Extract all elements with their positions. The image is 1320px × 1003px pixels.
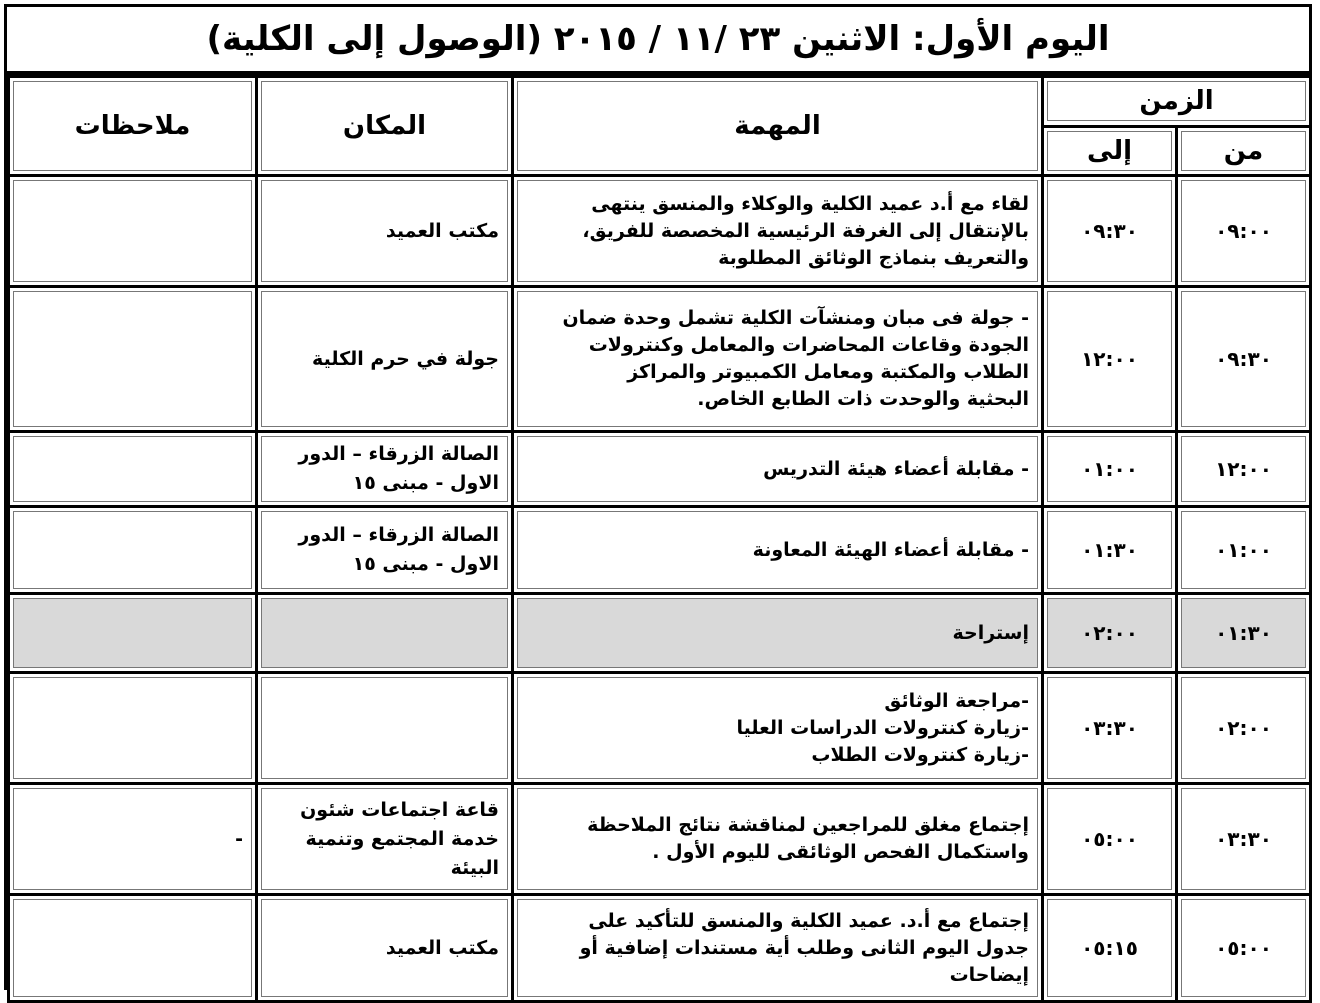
table-row	[9, 784, 1311, 895]
from-header: من	[1177, 126, 1311, 176]
task-cell: - جولة فى مبان ومنشآت الكلية تشمل وحدة ضمان الجودة وقاعات المحاضرات والمعامل وكنترولات الطلاب والمكتبة ومعامل الكمبيوتر والمراكز البحثية والوحدت ذات الطابع الخاص.	[513, 287, 1043, 432]
place-cell: الصالة الزرقاء – الدور الاول - مبنى ١٥	[257, 432, 513, 507]
task-cell: -مراجعة الوثائق -زيارة كنترولات الدراسات العليا -زيارة كنترولات الطلاب	[513, 673, 1043, 784]
notes-cell	[9, 287, 257, 432]
place-cell	[257, 673, 513, 784]
from-time-cell: ٠١:٣٠	[1177, 594, 1311, 673]
table-row	[9, 432, 1311, 507]
schedule-body	[9, 176, 1311, 1002]
table-row	[9, 507, 1311, 594]
notes-cell	[9, 673, 257, 784]
notes-cell	[9, 432, 257, 507]
from-time-cell: ١٢:٠٠	[1177, 432, 1311, 507]
place-cell: الصالة الزرقاء – الدور الاول - مبنى ١٥	[257, 507, 513, 594]
notes-header: ملاحظات	[9, 77, 257, 176]
from-time-cell: ٠٩:٣٠	[1177, 287, 1311, 432]
table-row	[9, 673, 1311, 784]
notes-cell	[9, 594, 257, 673]
place-cell: جولة في حرم الكلية	[257, 287, 513, 432]
to-time-cell: ٠٥:٠٠	[1043, 784, 1177, 895]
notes-cell: -	[9, 784, 257, 895]
notes-cell	[9, 176, 257, 287]
table-row	[9, 594, 1311, 673]
to-time-cell: ٠١:٣٠	[1043, 507, 1177, 594]
to-time-cell: ٠٥:١٥	[1043, 895, 1177, 1002]
time-header: الزمن	[1043, 77, 1311, 127]
place-cell: مكتب العميد	[257, 176, 513, 287]
to-time-cell: ٠٣:٣٠	[1043, 673, 1177, 784]
to-header: إلى	[1043, 126, 1177, 176]
schedule-sheet	[4, 4, 1312, 990]
task-header: المهمة	[513, 77, 1043, 176]
table-row	[9, 895, 1311, 1002]
to-time-cell: ٠٢:٠٠	[1043, 594, 1177, 673]
notes-cell	[9, 507, 257, 594]
from-time-cell: ٠٢:٠٠	[1177, 673, 1311, 784]
task-cell: - مقابلة أعضاء هيئة التدريس	[513, 432, 1043, 507]
task-cell: - مقابلة أعضاء الهيئة المعاونة	[513, 507, 1043, 594]
task-cell: إجتماع مع أ.د. عميد الكلية والمنسق للتأكيد على جدول اليوم الثانى وطلب أية مستندات إضافية أو إيضاحات	[513, 895, 1043, 1002]
task-cell: إستراحة	[513, 594, 1043, 673]
place-cell: قاعة اجتماعات شئون خدمة المجتمع وتنمية البيئة	[257, 784, 513, 895]
place-cell: مكتب العميد	[257, 895, 513, 1002]
table-row	[9, 287, 1311, 432]
from-time-cell: ٠٣:٣٠	[1177, 784, 1311, 895]
from-time-cell: ٠٩:٠٠	[1177, 176, 1311, 287]
task-cell: لقاء مع أ.د عميد الكلية والوكلاء والمنسق ينتهى بالإنتقال إلى الغرفة الرئيسية المخصصة للفريق، والتعريف بنماذج الوثائق المطلوبة	[513, 176, 1043, 287]
from-time-cell: ٠١:٠٠	[1177, 507, 1311, 594]
notes-cell	[9, 895, 257, 1002]
schedule-table	[7, 75, 1312, 1003]
page-title: اليوم الأول: الاثنين ٢٣ /١١ / ٢٠١٥ (الوصول إلى الكلية)	[206, 19, 1110, 59]
place-header: المكان	[257, 77, 513, 176]
from-time-cell: ٠٥:٠٠	[1177, 895, 1311, 1002]
place-cell	[257, 594, 513, 673]
table-row	[9, 176, 1311, 287]
to-time-cell: ١٢:٠٠	[1043, 287, 1177, 432]
to-time-cell: ٠١:٠٠	[1043, 432, 1177, 507]
task-cell: إجتماع مغلق للمراجعين لمناقشة نتائج الملاحظة واستكمال الفحص الوثائقى لليوم الأول .	[513, 784, 1043, 895]
to-time-cell: ٠٩:٣٠	[1043, 176, 1177, 287]
